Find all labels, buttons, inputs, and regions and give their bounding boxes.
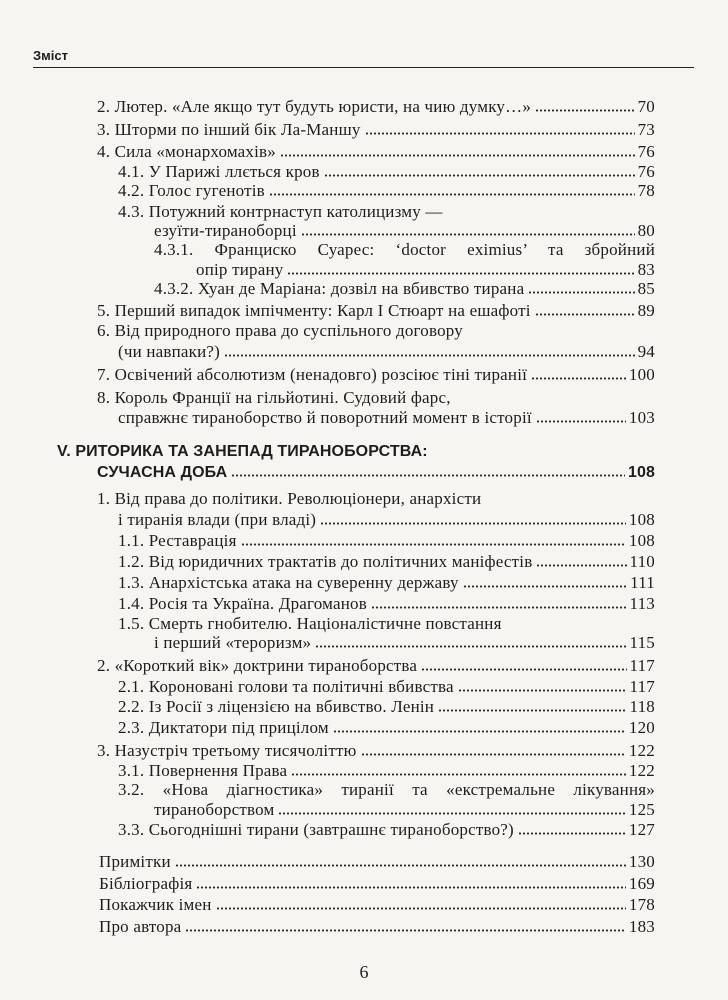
dot-leader: [535, 109, 635, 112]
dot-leader: [224, 354, 635, 357]
toc-entry-title: 1.1. Реставрація: [118, 531, 237, 550]
section-heading: V. РИТОРИКА ТА ЗАНЕПАД ТИРАНОБОРСТВА:: [57, 443, 428, 460]
toc-entry-page: 76: [637, 142, 655, 161]
toc-entry-title-continuation: справжнє тираноборство й поворотний момент в історії: [118, 408, 532, 427]
toc-entry-page: 70: [637, 97, 655, 116]
toc-entry-page: 127: [628, 820, 655, 839]
toc-entry-title: 3. Шторми по інший бік Ла-Маншу: [97, 120, 361, 139]
dot-leader: [324, 174, 635, 177]
toc-entry-title: 1.3. Анархістська атака на суверенну державу: [118, 573, 459, 592]
toc-entry: [118, 509, 655, 531]
toc-entry-page: 100: [628, 365, 655, 384]
running-head: Зміст: [33, 48, 68, 63]
toc-entry-page: 183: [628, 917, 655, 936]
toc-entry-title: 4.3.2. Хуан де Маріана: дозвіл на вбивство тирана: [154, 279, 525, 298]
dot-leader: [421, 668, 626, 671]
toc-entry-title: Покажчик імен: [99, 895, 212, 914]
toc-subentry: [118, 696, 655, 718]
toc-entry-title-line: 4.3.1. Франциско Суарес: ‘doctor eximius’ та збройний: [154, 240, 655, 259]
toc-subentry: [154, 799, 655, 821]
dot-leader: [536, 564, 626, 567]
toc-subsubentry: [154, 278, 655, 300]
toc-entry-title: 2.1. Короновані голови та політичні вбивства: [118, 677, 454, 696]
toc-subentry: [154, 632, 655, 654]
toc-entry: [118, 341, 655, 363]
toc-entry-page: 122: [628, 761, 655, 780]
toc-entry-page: 125: [628, 800, 655, 819]
toc-entry-page: 103: [628, 408, 655, 427]
toc-entry: [97, 141, 655, 163]
toc-entry: [97, 300, 655, 322]
back-matter-entry: [99, 916, 655, 938]
toc-entry-page: 113: [629, 594, 655, 613]
toc-entry-title: 2.2. Із Росії з ліцензією на вбивство. Ленін: [118, 697, 435, 716]
toc-entry-page: 120: [628, 718, 655, 737]
toc-entry-title-line: 1. Від права до політики. Революціонери, анархісти: [97, 489, 482, 508]
dot-leader: [518, 832, 626, 835]
toc-entry-title: Примітки: [99, 852, 171, 871]
dot-leader: [315, 645, 626, 648]
toc-entry-page: 115: [629, 633, 655, 652]
toc-entry-title: 7. Освічений абсолютизм (ненадовго) розсіює тіні тиранії: [97, 365, 528, 384]
dot-leader: [287, 272, 634, 275]
dot-leader: [278, 812, 625, 815]
dot-leader: [458, 689, 627, 692]
section-heading-row: [97, 462, 655, 484]
toc-entry-title: Бібліографія: [99, 874, 193, 893]
toc-entry-title-continuation: тираноборством: [154, 800, 275, 819]
toc-entry-page: 83: [637, 260, 655, 279]
dot-leader: [320, 522, 626, 525]
back-matter-entry: [99, 851, 655, 873]
dot-leader: [535, 313, 635, 316]
toc-entry-title-continuation: і перший «тероризм»: [154, 633, 312, 652]
toc-entry-title: 4.2. Голос гугенотів: [118, 181, 265, 200]
toc-entry-title: Про автора: [99, 917, 182, 936]
toc-entry-page: 94: [637, 342, 655, 361]
toc-entry-page: 78: [637, 181, 655, 200]
back-matter-entry: [99, 873, 655, 895]
dot-leader: [536, 420, 626, 423]
toc-subentry: [118, 676, 655, 698]
toc-subentry: [118, 717, 655, 739]
toc-entry-page: 169: [628, 874, 655, 893]
toc-entry-page: 85: [637, 279, 655, 298]
toc-entry-title-line: 6. Від природного права до суспільного договору: [97, 321, 463, 340]
toc-entry-page: 76: [637, 162, 655, 181]
toc-entry-page: 80: [637, 221, 655, 240]
toc-subentry: [118, 572, 655, 594]
toc-entry: [97, 119, 655, 141]
toc-entry-page: 110: [629, 552, 655, 571]
toc-entry-title-continuation: опір тирану: [196, 260, 284, 279]
toc-entry: [97, 655, 655, 677]
dot-leader: [438, 709, 626, 712]
page-number: 6: [359, 962, 369, 982]
toc-entry-page: 108: [628, 531, 655, 550]
dot-leader: [528, 291, 634, 294]
toc-entry-page: 108: [628, 510, 655, 529]
toc-entry-title: 2. «Короткий вік» доктрини тираноборства: [97, 656, 418, 675]
toc-entry-title: 4.1. У Парижі ллється кров: [118, 162, 320, 181]
toc-entry-title: 3.1. Повернення Права: [118, 761, 288, 780]
toc-subentry: [118, 530, 655, 552]
toc-entry-title-line: 1.5. Смерть гнобителю. Націоналістичне повстання: [118, 614, 502, 633]
dot-leader: [185, 929, 625, 932]
dot-leader: [175, 864, 626, 867]
dot-leader: [463, 585, 627, 588]
dot-leader: [231, 474, 625, 477]
toc-entry-title: 3.3. Сьогоднішні тирани (завтрашнє тираноборство?): [118, 820, 514, 839]
dot-leader: [333, 730, 626, 733]
dot-leader: [371, 606, 627, 609]
toc-entry-title-continuation: (чи навпаки?): [118, 342, 221, 361]
toc-entry-page: 122: [628, 741, 655, 760]
toc-entry-page: 89: [637, 301, 655, 320]
toc-subentry: [118, 180, 655, 202]
toc-entry-title-continuation: езуїти-тираноборці: [154, 221, 297, 240]
toc-entry-title: 5. Перший випадок імпічменту: Карл І Стюарт на ешафоті: [97, 301, 531, 320]
toc-entry-page: 117: [629, 656, 655, 675]
toc-entry: [97, 96, 655, 118]
dot-leader: [301, 233, 635, 236]
toc-entry-title: 2. Лютер. «Але якщо тут будуть юристи, на чию думку…»: [97, 97, 532, 116]
toc-entry-page: 130: [628, 852, 655, 871]
toc-entry-title-continuation: і тиранія влади (при владі): [118, 510, 317, 529]
toc-subentry: [118, 551, 655, 573]
toc-entry-title: 4. Сила «монархомахів»: [97, 142, 276, 161]
header-rule: [33, 67, 694, 68]
dot-leader: [365, 132, 635, 135]
toc-entry-title-line: 3.2. «Нова діагностика» тиранії та «екстремальне лікування»: [118, 780, 655, 799]
section-heading-page: 108: [628, 464, 655, 481]
dot-leader: [196, 886, 625, 889]
toc-entry-title-line: 4.3. Потужний контрнаступ католицизму —: [118, 202, 443, 221]
dot-leader: [291, 773, 626, 776]
toc-subentry: [118, 819, 655, 841]
toc-entry-title-line: 8. Король Франції на гільйотині. Судовий фарс,: [97, 388, 451, 407]
toc-entry-page: 111: [630, 573, 655, 592]
dot-leader: [531, 377, 626, 380]
toc-entry-page: 73: [637, 120, 655, 139]
toc-entry-page: 178: [628, 895, 655, 914]
toc-entry-title: 3. Назустріч третьому тисячоліттю: [97, 741, 357, 760]
toc-entry: [97, 364, 655, 386]
toc-entry-title: 2.3. Диктатори під прицілом: [118, 718, 329, 737]
dot-leader: [241, 543, 626, 546]
section-heading-continuation: СУЧАСНА ДОБА: [97, 464, 228, 481]
back-matter-entry: [99, 894, 655, 916]
dot-leader: [269, 193, 635, 196]
toc-entry: [118, 407, 655, 429]
toc-entry-title: 1.4. Росія та Україна. Драгоманов: [118, 594, 367, 613]
toc-entry-title: 1.2. Від юридичних трактатів до політичних маніфестів: [118, 552, 533, 571]
toc-entry-page: 117: [629, 677, 655, 696]
dot-leader: [361, 753, 626, 756]
toc-entry-page: 118: [629, 697, 655, 716]
toc-entry: [97, 740, 655, 762]
toc-subentry: [118, 593, 655, 615]
dot-leader: [216, 907, 626, 910]
dot-leader: [280, 154, 635, 157]
